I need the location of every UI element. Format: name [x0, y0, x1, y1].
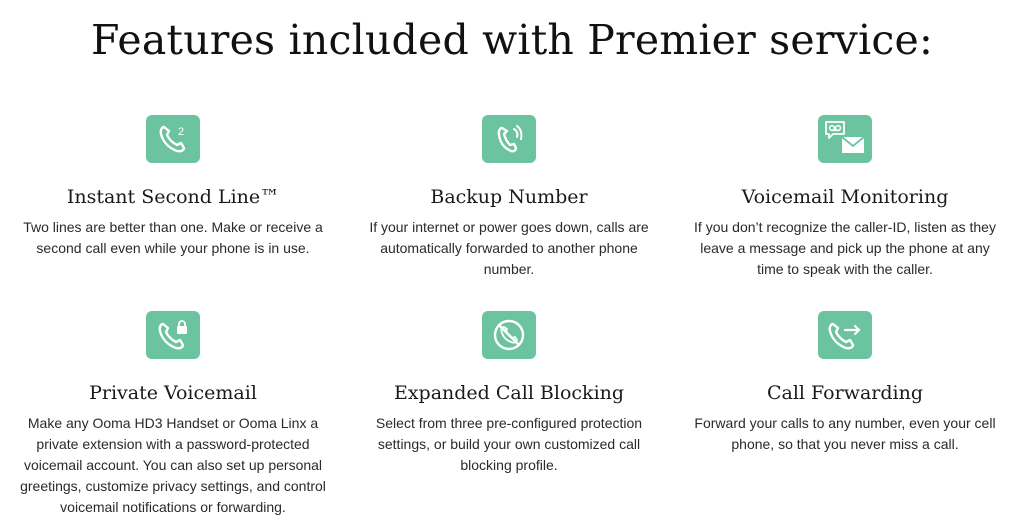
- feature-description: Forward your calls to any number, even your cell phone, so that you never miss a call.: [694, 415, 996, 452]
- page-title: Features included with Premier service:: [91, 16, 933, 64]
- feature-voicemail-monitoring: [690, 115, 1000, 280]
- feature-description: Select from three pre-configured protection settings, or build your own customized call blocking profile.: [375, 415, 643, 473]
- phone-second-line-icon: [146, 115, 200, 163]
- feature-backup-number: [354, 115, 664, 280]
- feature-call-forwarding: [690, 311, 1000, 455]
- feature-instant-second-line: [18, 115, 328, 259]
- voicemail-envelope-icon: [818, 115, 872, 163]
- blocked-call-icon: [482, 311, 536, 359]
- feature-description: Make any Ooma HD3 Handset or Ooma Linx a private extension with a password-protected voicemail account. You can also set up personal greetings, customize privacy settings, and control voicemail notifications or forwarding.: [20, 415, 326, 515]
- feature-title: Private Voicemail: [89, 382, 257, 404]
- phone-lock-icon: [146, 311, 200, 359]
- line-count-badge: 2: [178, 126, 185, 138]
- feature-title: Expanded Call Blocking: [393, 382, 625, 404]
- feature-title: Voicemail Monitoring: [741, 186, 949, 208]
- feature-expanded-call-blocking: [354, 311, 664, 476]
- feature-description: Two lines are better than one. Make or receive a second call even while your phone is in use.: [23, 219, 323, 256]
- feature-description: If your internet or power goes down, calls are automatically forwarded to another phone number.: [369, 219, 649, 277]
- feature-description: If you don’t recognize the caller-ID, listen as they leave a message and pick up the phone at any time to speak with the caller.: [694, 219, 996, 277]
- feature-title: Backup Number: [430, 186, 588, 208]
- feature-private-voicemail: [18, 311, 328, 518]
- call-forward-icon: [818, 311, 872, 359]
- backup-phone-icon: [482, 115, 536, 163]
- feature-title: Call Forwarding: [766, 382, 924, 404]
- feature-title: Instant Second Line™: [66, 186, 280, 208]
